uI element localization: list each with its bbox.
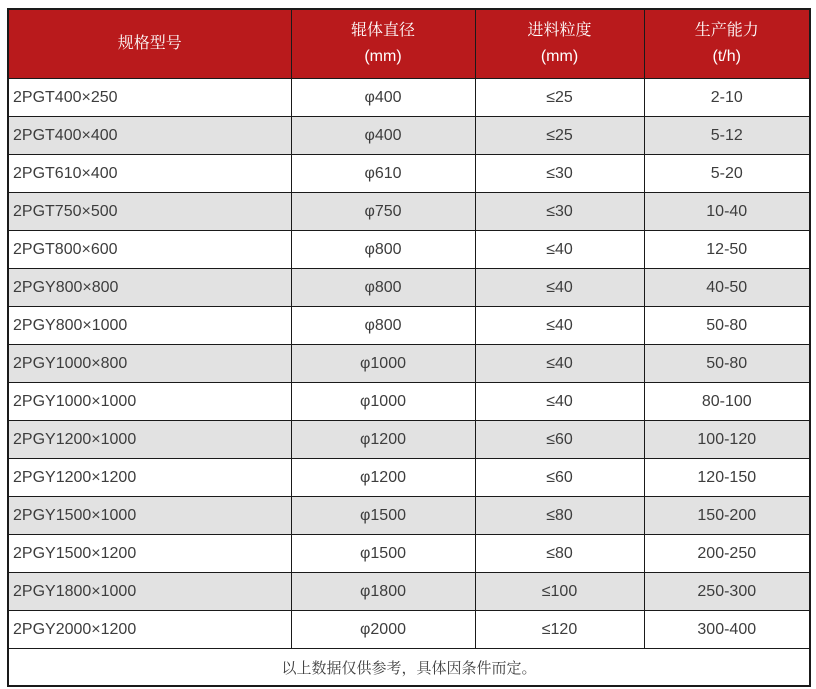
diameter-cell: φ1500 (291, 535, 475, 573)
feed-size-cell: ≤25 (475, 79, 644, 117)
table-row (8, 307, 810, 345)
table-row (8, 193, 810, 231)
table-row (8, 231, 810, 269)
table-row (8, 535, 810, 573)
table-row (8, 383, 810, 421)
model-cell: 2PGY1500×1200 (8, 535, 291, 573)
diameter-cell: φ1500 (291, 497, 475, 535)
diameter-cell: φ750 (291, 193, 475, 231)
capacity-cell: 250-300 (644, 573, 810, 611)
feed-size-cell: ≤25 (475, 117, 644, 155)
capacity-cell: 300-400 (644, 611, 810, 649)
table-row (8, 459, 810, 497)
feed-size-cell: ≤30 (475, 193, 644, 231)
table-row (8, 269, 810, 307)
model-cell: 2PGY800×800 (8, 269, 291, 307)
col-header-model (8, 9, 291, 79)
model-cell: 2PGT800×600 (8, 231, 291, 269)
capacity-cell: 12-50 (644, 231, 810, 269)
diameter-cell: φ1200 (291, 459, 475, 497)
model-cell: 2PGT750×500 (8, 193, 291, 231)
capacity-cell: 5-12 (644, 117, 810, 155)
table-row (8, 345, 810, 383)
col-header-feed-size (475, 9, 644, 79)
col-header-feed-size-unit: (mm) (540, 48, 579, 65)
feed-size-cell: ≤80 (475, 497, 644, 535)
table-footnote: 以上数据仅供参考，具体因条件而定。 (8, 649, 810, 687)
col-header-roller-diameter-unit: (mm) (364, 48, 402, 65)
table-row (8, 611, 810, 649)
col-header-feed-size-label: 进料粒度 (527, 22, 592, 39)
model-cell: 2PGT610×400 (8, 155, 291, 193)
spec-table (7, 8, 811, 687)
table-row (8, 79, 810, 117)
diameter-cell: φ2000 (291, 611, 475, 649)
model-cell: 2PGY1000×1000 (8, 383, 291, 421)
capacity-cell: 200-250 (644, 535, 810, 573)
feed-size-cell: ≤40 (475, 345, 644, 383)
col-header-capacity-label: 生产能力 (694, 22, 759, 39)
diameter-cell: φ800 (291, 269, 475, 307)
diameter-cell: φ1800 (291, 573, 475, 611)
model-cell: 2PGY800×1000 (8, 307, 291, 345)
feed-size-cell: ≤100 (475, 573, 644, 611)
col-header-model-label: 规格型号 (117, 35, 182, 52)
col-header-capacity-unit: (t/h) (712, 48, 741, 65)
feed-size-cell: ≤30 (475, 155, 644, 193)
model-cell: 2PGY1200×1000 (8, 421, 291, 459)
feed-size-cell: ≤40 (475, 269, 644, 307)
feed-size-cell: ≤60 (475, 421, 644, 459)
footer-row (8, 649, 810, 687)
capacity-cell: 150-200 (644, 497, 810, 535)
model-cell: 2PGY1200×1200 (8, 459, 291, 497)
table-row (8, 421, 810, 459)
table-row (8, 573, 810, 611)
capacity-cell: 50-80 (644, 307, 810, 345)
table-body (8, 79, 810, 649)
feed-size-cell: ≤40 (475, 231, 644, 269)
table-row (8, 155, 810, 193)
capacity-cell: 120-150 (644, 459, 810, 497)
header-row (8, 9, 810, 79)
feed-size-cell: ≤120 (475, 611, 644, 649)
diameter-cell: φ1200 (291, 421, 475, 459)
col-header-roller-diameter-label: 辊体直径 (350, 22, 415, 39)
diameter-cell: φ1000 (291, 345, 475, 383)
feed-size-cell: ≤40 (475, 383, 644, 421)
diameter-cell: φ800 (291, 307, 475, 345)
diameter-cell: φ400 (291, 79, 475, 117)
diameter-cell: φ610 (291, 155, 475, 193)
diameter-cell: φ400 (291, 117, 475, 155)
table-row (8, 497, 810, 535)
capacity-cell: 10-40 (644, 193, 810, 231)
capacity-cell: 50-80 (644, 345, 810, 383)
model-cell: 2PGY1800×1000 (8, 573, 291, 611)
feed-size-cell: ≤60 (475, 459, 644, 497)
feed-size-cell: ≤80 (475, 535, 644, 573)
model-cell: 2PGT400×400 (8, 117, 291, 155)
table-row (8, 117, 810, 155)
model-cell: 2PGY1500×1000 (8, 497, 291, 535)
capacity-cell: 80-100 (644, 383, 810, 421)
col-header-capacity (644, 9, 810, 79)
feed-size-cell: ≤40 (475, 307, 644, 345)
model-cell: 2PGT400×250 (8, 79, 291, 117)
model-cell: 2PGY1000×800 (8, 345, 291, 383)
col-header-roller-diameter (291, 9, 475, 79)
diameter-cell: φ1000 (291, 383, 475, 421)
capacity-cell: 5-20 (644, 155, 810, 193)
capacity-cell: 40-50 (644, 269, 810, 307)
model-cell: 2PGY2000×1200 (8, 611, 291, 649)
capacity-cell: 100-120 (644, 421, 810, 459)
capacity-cell: 2-10 (644, 79, 810, 117)
diameter-cell: φ800 (291, 231, 475, 269)
